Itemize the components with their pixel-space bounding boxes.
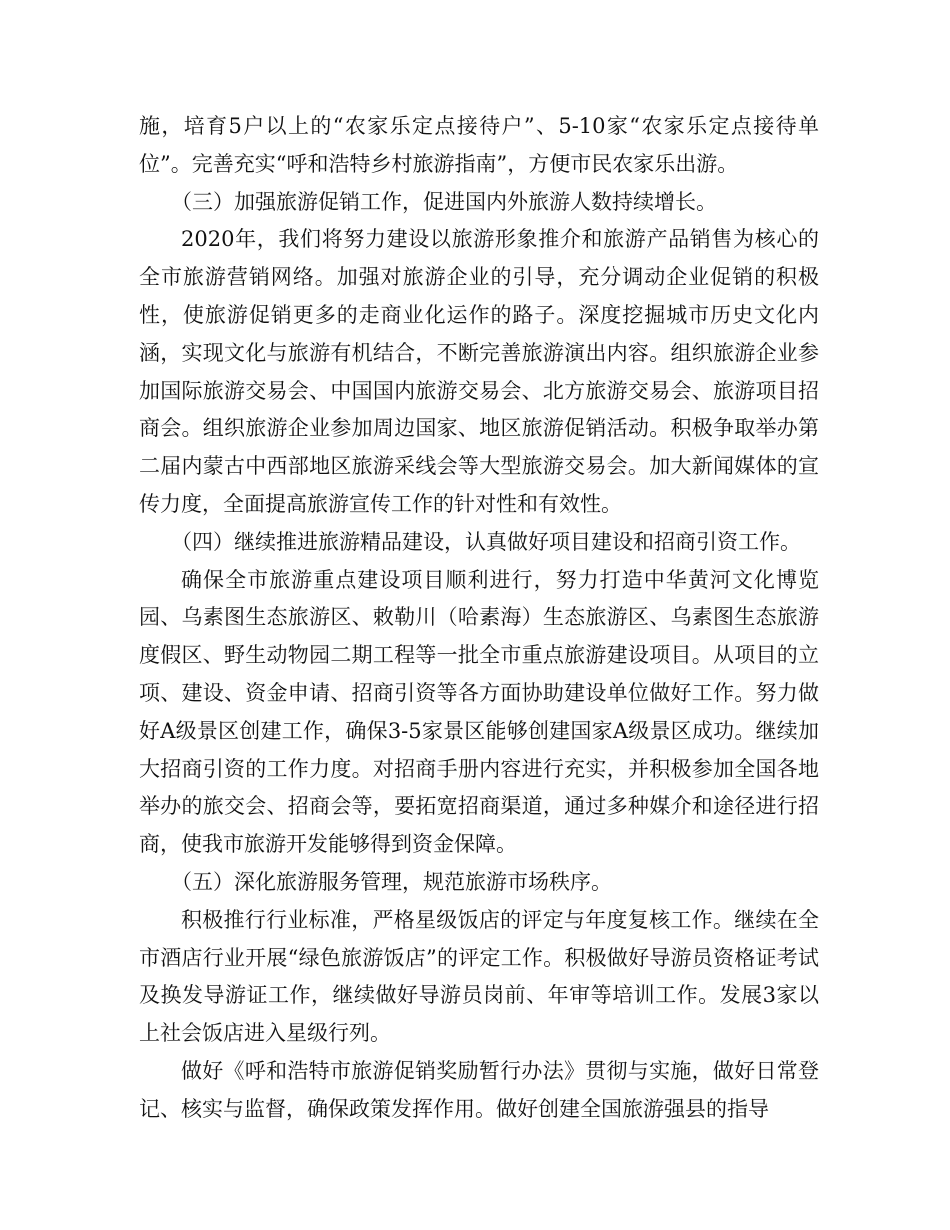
section-heading-3: （三）加强旅游促销工作，促进国内外旅游人数持续增长。	[171, 189, 717, 214]
paragraph-marketing: 2020年，我们将努力建设以旅游形象推介和旅游产品销售为核心的全市旅游营销网络。加强对旅游企业的引导，充分调动企业促销的积极性，使旅游促销更多的走商业化运作的路子。深度挖掘城市历史文化内涵，实现文化与旅游有机结合，不断完善旅游演出内容。组织旅游企业参加国际旅游交易会、中国国内旅游交易会、北方旅游交易会、旅游项目招商会。组织旅游企业参加周边国家、地区旅游促销活动。积极争取举办第二届内蒙古中西部地区旅游采线会等大型旅游交易会。加大新闻媒体的宣传力度，全面提高旅游宣传工作的针对性和有效性。	[139, 227, 819, 516]
section-heading-4: （四）继续推进旅游精品建设，认真做好项目建设和招商引资工作。	[171, 529, 801, 554]
paragraph-standards: 积极推行行业标准，严格星级饭店的评定与年度复核工作。继续在全市酒店行业开展“绿色旅游饭店”的评定工作。积极做好导游员资格证考试及换发导游证工作，继续做好导游员岗前、年审等培训工作。发展3家以上社会饭店进入星级行列。	[139, 907, 819, 1046]
paragraph-policy: 做好《呼和浩特市旅游促销奖励暂行办法》贯彻与实施，做好日常登记、核实与监督，确保政策发挥作用。做好创建全国旅游强县的指导	[139, 1058, 819, 1121]
section-heading-5: （五）深化旅游服务管理，规范旅游市场秩序。	[171, 869, 612, 894]
document-body	[139, 108, 819, 1129]
paragraph-projects: 确保全市旅游重点建设项目顺利进行，努力打造中华黄河文化博览园、乌素图生态旅游区、敕勒川（哈素海）生态旅游区、乌素图生态旅游度假区、野生动物园二期工程等一批全市重点旅游建设项目。从项目的立项、建设、资金申请、招商引资等各方面协助建设单位做好工作。努力做好A级景区创建工作，确保3-5家景区能够创建国家A级景区成功。继续加大招商引资的工作力度。对招商手册内容进行充实，并积极参加全国各地举办的旅交会、招商会等，要拓宽招商渠道，通过多种媒介和途径进行招商，使我市旅游开发能够得到资金保障。	[139, 567, 819, 857]
paragraph-continuation: 施，培育5户以上的“农家乐定点接待户”、5-10家“农家乐定点接待单位”。完善充实“呼和浩特乡村旅游指南”，方便市民农家乐出游。	[139, 114, 819, 176]
